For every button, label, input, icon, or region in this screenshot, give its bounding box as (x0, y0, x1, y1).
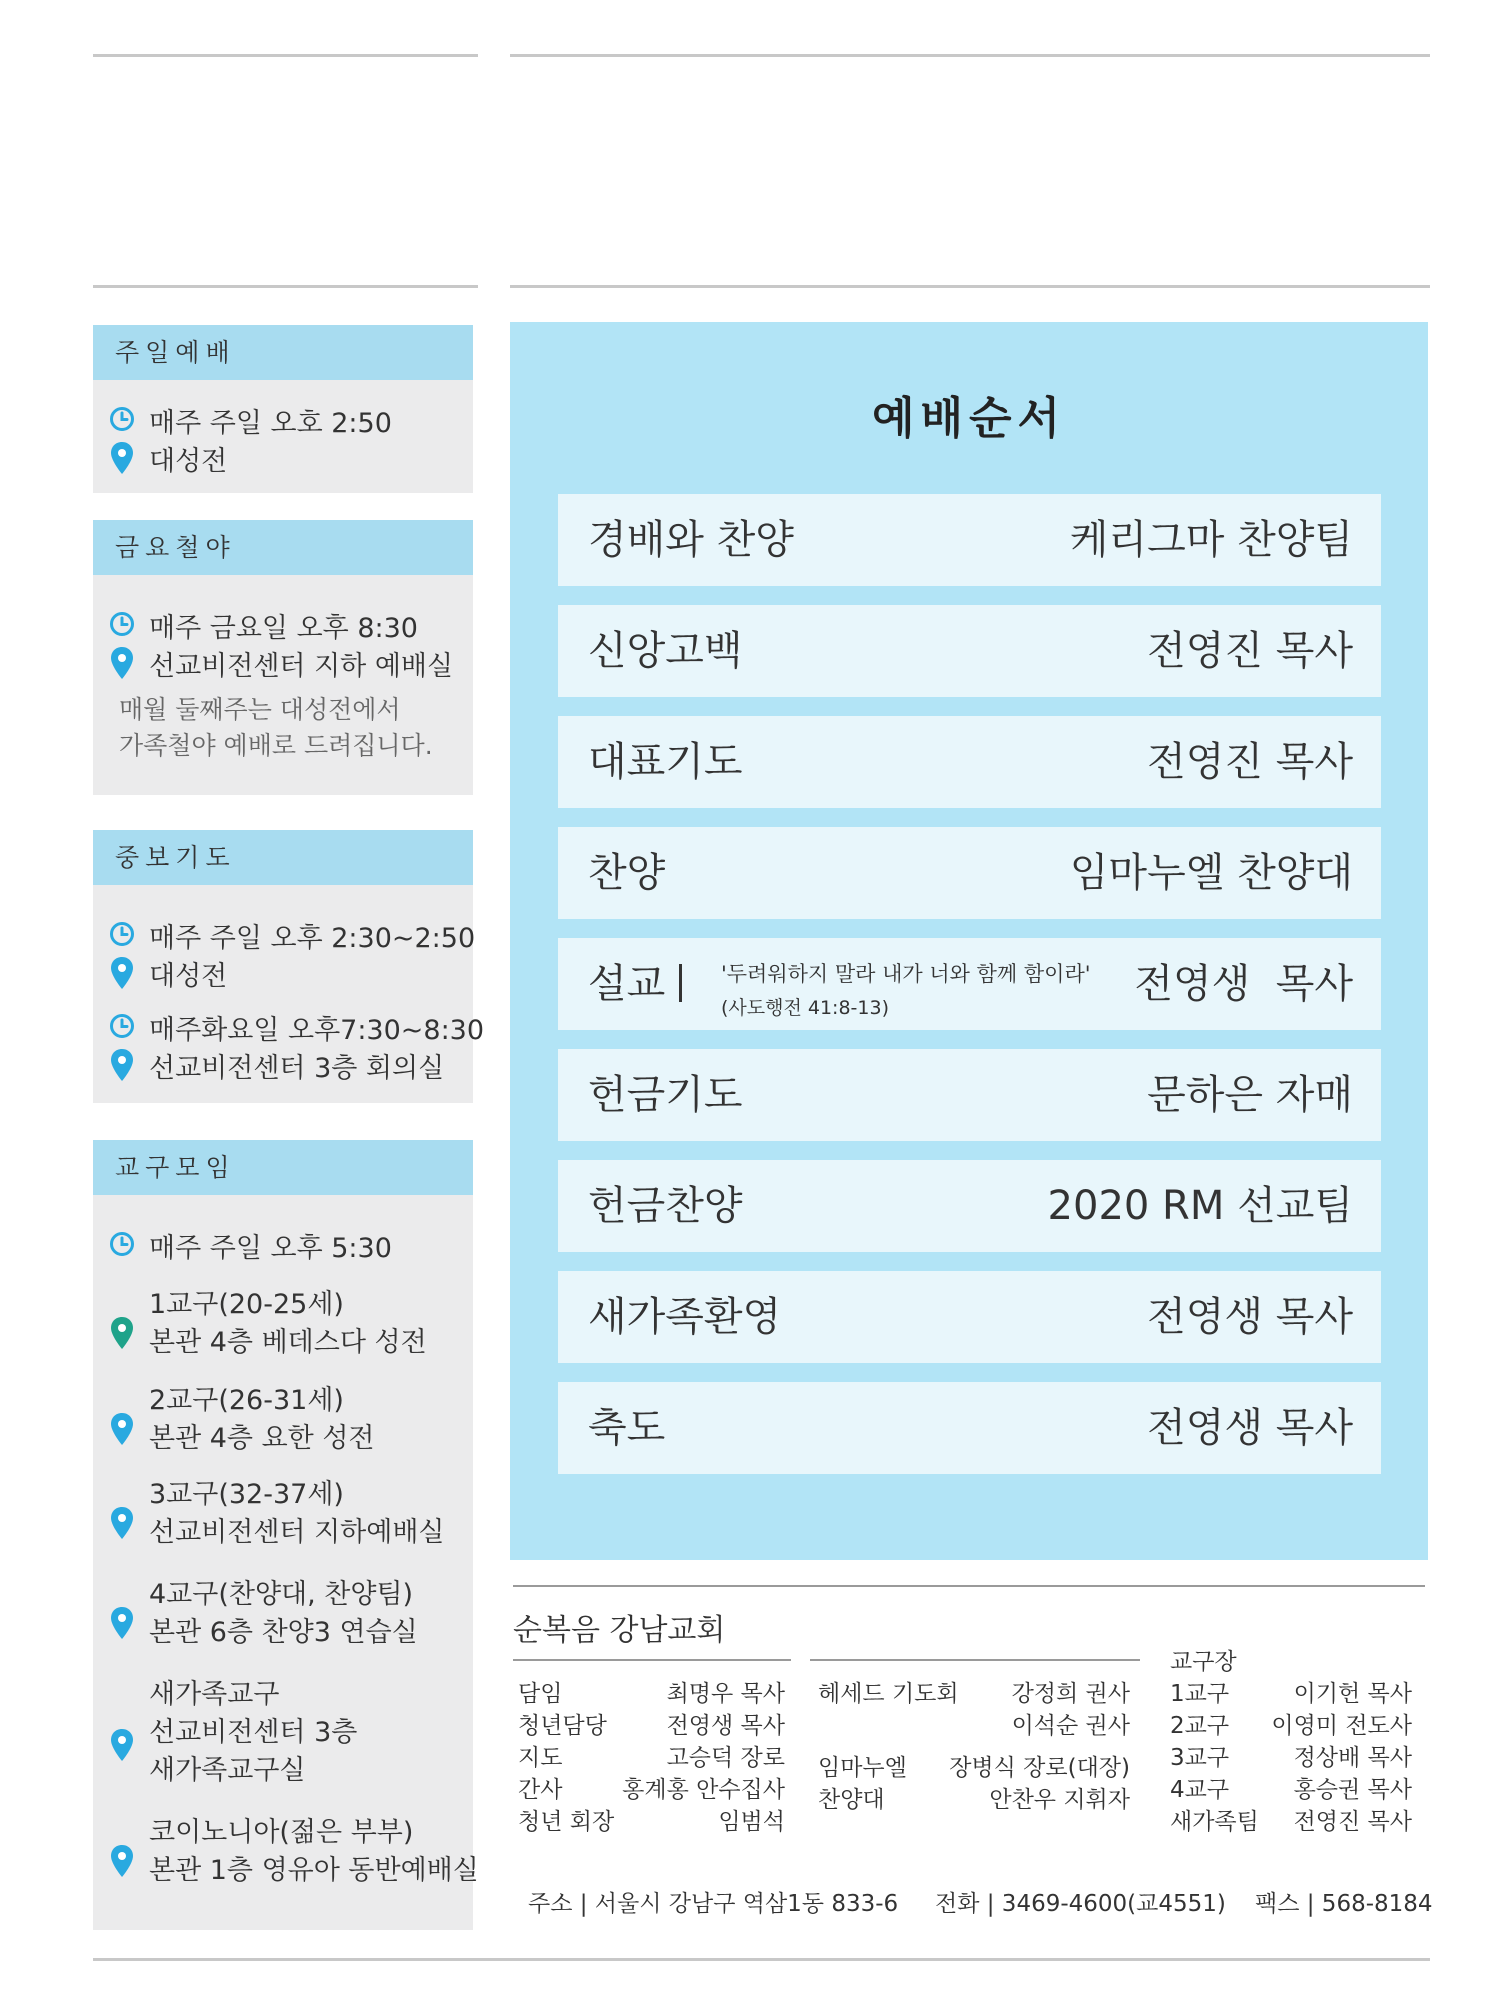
clock-icon (109, 611, 135, 637)
order-leader: 전영생 목사 (1147, 1294, 1353, 1340)
order-leader: 2020 RM 선교팀 (1047, 1183, 1353, 1229)
district-heads-title: 교구장 (1170, 1649, 1237, 1675)
clock-icon (109, 1013, 135, 1039)
order-row (558, 716, 1381, 808)
district-time: 매주 주일 오후 5:30 (149, 1233, 392, 1264)
prayer-place-1: 대성전 (149, 961, 228, 992)
group-immanuel-name: 안찬우 지휘자 (989, 1787, 1130, 1813)
friday-vigil-place: 선교비전센터 지하 예배실 (149, 651, 454, 682)
location-pin-icon (109, 956, 135, 990)
staff-role: 지도 (518, 1745, 563, 1771)
group-immanuel-label: 임마누엘 (818, 1755, 907, 1781)
clock-icon (109, 921, 135, 947)
order-label: 대표기도 (588, 739, 743, 785)
group-hesed-name: 강정희 권사 (1011, 1681, 1130, 1707)
district-head-district: 4교구 (1170, 1777, 1230, 1803)
location-pin-icon (109, 1844, 135, 1878)
clock-icon (109, 1231, 135, 1257)
district-item-line1: 2교구(26-31세) (149, 1385, 344, 1416)
order-row (558, 827, 1381, 919)
order-label: 헌금찬양 (588, 1183, 743, 1229)
clock-icon (109, 406, 135, 432)
district-item-line1: 3교구(32-37세) (149, 1479, 344, 1510)
groups-column-line (810, 1659, 1140, 1661)
staff-role: 간사 (518, 1777, 563, 1803)
mid-divider-left (93, 285, 478, 288)
church-phone: 전화 | 3469-4600(교4551) (935, 1891, 1226, 1917)
order-leader: 전영진 목사 (1147, 739, 1353, 785)
order-row (558, 1382, 1381, 1474)
prayer-time-2: 매주화요일 오후7:30~8:30 (149, 1015, 485, 1046)
sunday-service-box (93, 325, 473, 493)
order-label: 찬양 (588, 850, 666, 896)
location-pin-icon (109, 1506, 135, 1540)
bottom-divider (93, 1958, 1430, 1961)
sermon-divider (679, 964, 682, 1002)
district-item-line2: 선교비전센터 3층 (149, 1717, 358, 1748)
sunday-service-title: 주일예배 (93, 325, 473, 380)
order-row (558, 494, 1381, 586)
order-row (558, 1160, 1381, 1252)
order-leader: 전영생 목사 (1134, 961, 1353, 1007)
district-item-line1: 새가족교구 (149, 1679, 280, 1710)
order-label: 새가족환영 (588, 1294, 782, 1340)
district-head-name: 홍승권 목사 (1293, 1777, 1412, 1803)
district-head-name: 이기헌 목사 (1293, 1681, 1412, 1707)
district-head-district: 1교구 (1170, 1681, 1230, 1707)
location-pin-icon (109, 441, 135, 475)
church-address: 주소 | 서울시 강남구 역삼1동 833-6 (528, 1891, 899, 1917)
top-divider-right (510, 54, 1430, 57)
order-row (558, 605, 1381, 697)
group-hesed-label: 헤세드 기도회 (818, 1681, 959, 1707)
district-head-district: 새가족팀 (1170, 1809, 1259, 1835)
staff-role: 청년담당 (518, 1713, 607, 1739)
order-leader: 문하은 자매 (1147, 1072, 1353, 1118)
district-head-name: 전영진 목사 (1293, 1809, 1412, 1835)
district-item-line2: 선교비전센터 지하예배실 (149, 1517, 445, 1548)
district-item-line2: 본관 6층 찬양3 연습실 (149, 1617, 418, 1648)
prayer-time-1: 매주 주일 오후 2:30~2:50 (149, 923, 476, 954)
staff-role: 청년 회장 (518, 1809, 615, 1835)
group-immanuel-name: 장병식 장로(대장) (949, 1755, 1130, 1781)
worship-order-title: 예배순서 (871, 393, 1066, 444)
district-item-line2: 본관 4층 베데스다 성전 (149, 1327, 427, 1358)
order-leader: 전영생 목사 (1147, 1405, 1353, 1451)
order-row (558, 1271, 1381, 1363)
friday-vigil-time: 매주 금요일 오후 8:30 (149, 613, 418, 644)
friday-vigil-box (93, 520, 473, 795)
location-pin-icon (109, 1606, 135, 1640)
sermon-quote: '두려워하지 말라 내가 너와 함께 함이라' (721, 962, 1091, 986)
sunday-service-time: 매주 주일 오호 2:50 (149, 408, 392, 439)
location-pin-icon (109, 1048, 135, 1082)
group-immanuel-label: 찬양대 (818, 1787, 885, 1813)
prayer-box (93, 830, 485, 1103)
staff-role: 담임 (518, 1681, 563, 1707)
location-pin-icon (109, 1412, 135, 1446)
friday-vigil-note-2: 가족철야 예배로 드려집니다. (119, 731, 433, 760)
staff-name: 임범석 (718, 1809, 785, 1835)
district-item-line1: 코이노니아(젊은 부부) (149, 1817, 414, 1848)
order-row-sermon (558, 938, 1381, 1030)
sunday-service-place: 대성전 (149, 446, 228, 477)
district-item-line1: 1교구(20-25세) (149, 1289, 344, 1320)
mid-divider-right (510, 285, 1430, 288)
district-item-line1: 4교구(찬양대, 찬양팀) (149, 1579, 414, 1610)
prayer-place-2: 선교비전센터 3층 회의실 (149, 1053, 445, 1084)
district-item-line2: 본관 1층 영유아 동반예배실 (149, 1855, 479, 1886)
staff-name: 전영생 목사 (666, 1713, 785, 1739)
church-fax: 팩스 | 568-8184 (1255, 1891, 1433, 1917)
order-leader: 임마누엘 찬양대 (1069, 850, 1353, 896)
district-head-name: 정상배 목사 (1293, 1745, 1412, 1771)
order-label: 헌금기도 (588, 1072, 743, 1118)
top-divider-left (93, 54, 478, 57)
district-title: 교구모임 (93, 1140, 473, 1195)
staff-name: 고승덕 장로 (666, 1745, 785, 1771)
location-pin-icon (109, 1728, 135, 1762)
district-item-line2: 본관 4층 요한 성전 (149, 1423, 375, 1454)
order-label: 경배와 찬양 (588, 517, 794, 563)
sermon-reference: (사도행전 41:8-13) (721, 997, 889, 1019)
friday-vigil-note-1: 매월 둘째주는 대성전에서 (119, 695, 401, 724)
location-pin-icon (109, 1316, 135, 1350)
district-box (93, 1140, 479, 1930)
order-label: 설교 (588, 961, 666, 1007)
footer-divider (513, 1585, 1425, 1587)
friday-vigil-title: 금요철야 (93, 520, 473, 575)
order-label: 축도 (588, 1405, 666, 1451)
prayer-title: 중보기도 (93, 830, 473, 885)
location-pin-icon (109, 646, 135, 680)
staff-name: 홍계홍 안수집사 (622, 1777, 785, 1803)
church-name: 순복음 강남교회 (513, 1613, 726, 1648)
district-item-line3: 새가족교구실 (149, 1755, 306, 1786)
group-hesed-name: 이석순 권사 (1011, 1713, 1130, 1739)
district-head-district: 3교구 (1170, 1745, 1230, 1771)
order-leader: 전영진 목사 (1147, 628, 1353, 674)
worship-order-panel (510, 322, 1428, 1560)
district-head-name: 이영미 전도사 (1271, 1713, 1412, 1739)
order-label: 신앙고백 (588, 628, 743, 674)
staff-column-line (513, 1659, 791, 1661)
staff-name: 최명우 목사 (666, 1681, 785, 1707)
order-leader: 케리그마 찬양팀 (1069, 517, 1353, 563)
district-head-district: 2교구 (1170, 1713, 1230, 1739)
order-row (558, 1049, 1381, 1141)
